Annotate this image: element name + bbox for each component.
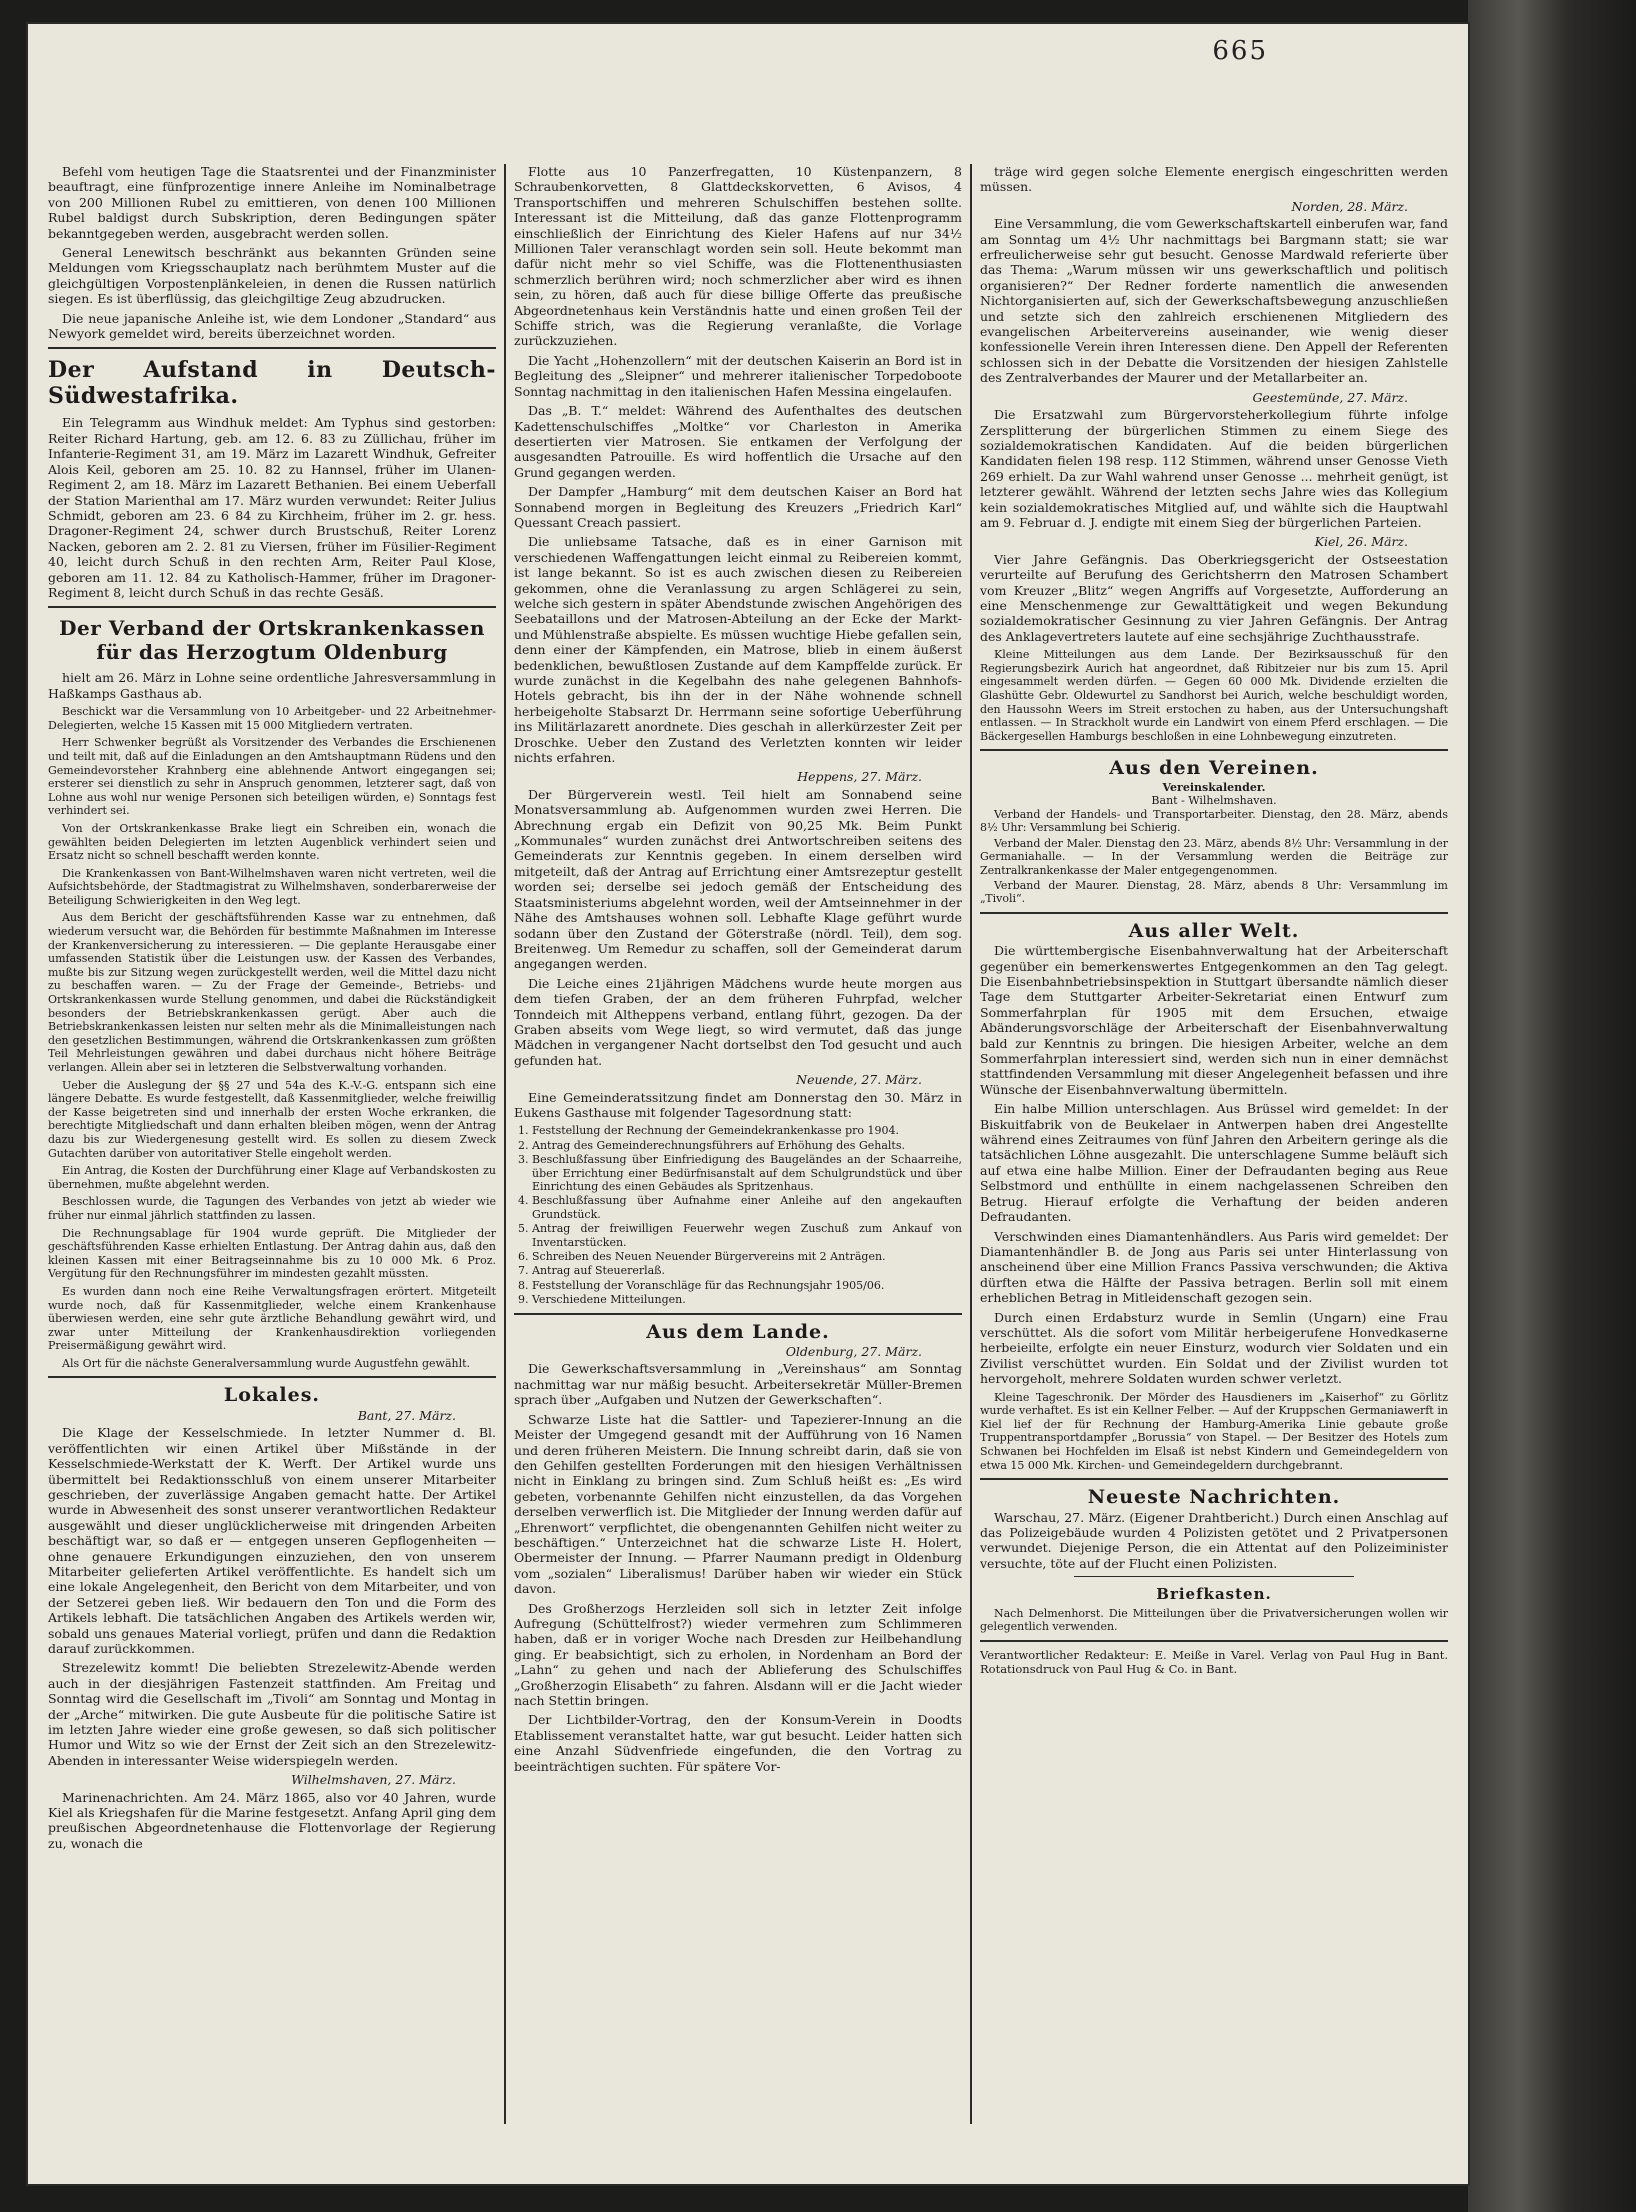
paragraph: Ein halbe Million unterschlagen. Aus Brüssel wird gemeldet: In der Biskuitfabrik von de Beukelaer in Antwerpen haben drei Angestellte während eines Zeitraumes von fünf Jahren den Arbeitern geringe als die tatsächlichen Löhne ausgezahlt. Die unterschlagene Summe beläuft sich auf etwa eine halbe Million. Einer der Defraudanten beging aus Reue Selbstmord und enthüllte in einem nachgelassenen Schreiben den Betrug. Hierauf erfolgte die Verhaftung der beiden anderen Defraudanten. [980, 1101, 1448, 1225]
paragraph: Warschau, 27. März. (Eigener Drahtbericht.) Durch einen Anschlag auf das Polizeigebäude wurden 4 Polizisten getötet und 2 Privatpersonen verwundet. Diejenige Person, die ein Attentat auf den Polizeiminister versuchte, töte auf der Flucht einen Polizisten. [980, 1509, 1448, 1571]
paragraph: Ein Antrag, die Kosten der Durchführung einer Klage auf Verbandskosten zu übernehmen, mußte abgelehnt werden. [48, 1164, 496, 1191]
section-aus-den-vereinen: Aus den Vereinen. [1109, 757, 1319, 780]
section-neueste-nachrichten: Neueste Nachrichten. [1087, 1486, 1341, 1509]
paragraph: Eine Gemeinderatssitzung findet am Donnerstag den 30. März in Eukens Gasthause mit folgender Tagesordnung statt: [514, 1089, 962, 1120]
agenda-list [532, 1124, 962, 1306]
dateline: Bant, 27. März. [357, 1407, 456, 1423]
paragraph: Der Dampfer „Hamburg“ mit dem deutschen Kaiser an Bord hat Sonnabend morgen in Begleitung des Kreuzers „Friedrich Karl“ Quessant Creach passiert. [514, 484, 962, 530]
calendar-entry: Verband der Maler. Dienstag den 23. März, abends 8½ Uhr: Versammlung in der Germaniahalle. — In der Versammlung werden die Beiträge zur Zentralkrankenkasse der Maler entgegengenommen. [980, 836, 1448, 877]
dateline: Oldenburg, 27. März. [785, 1344, 922, 1360]
list-item: 4. Beschlußfassung über Aufnahme einer Anleihe auf den angekauften Grundstück. [532, 1194, 962, 1221]
dateline: Neuende, 27. März. [796, 1072, 922, 1088]
paragraph: Befehl vom heutigen Tage die Staatsrentei und der Finanzminister beauftragt, eine fünfprozentige innere Anleihe im Nominalbetrage von 200 Millionen Rubel zu emittieren, von denen 100 Millionen Rubel baldigst durch Subskription, deren Bedingungen später bekanntgegeben werden, ausgebracht werden sollen. [48, 164, 496, 241]
column-2 [514, 164, 962, 2134]
paragraph: Die unliebsame Tatsache, daß es in einer Garnison mit verschiedenen Waffengattungen leicht einmal zu Reibereien kommt, ist lange bekannt. So ist es auch zwischen diesen zu Reibereien gekommen, ohne die Veranlassung zu argen Schlägerei zu sein, welche sich gestern in später Abendstunde zwischen Angehörigen des Seebataillons und der Matrosen-Abteilung an der Ecke der Markt- und Mühlenstraße abspielte. Es müssen wuchtige Hiebe gefallen sein, denn einer der Kämpfenden, ein Matrose, blieb in einem äußerst bedenklichen, bewußtlosen Zustande auf dem Kampffelde zurück. Er wurde zunächst in die Kegelbahn des nahe gelegenen Bahnhofs-Hotels gebracht, bis ihn der in der Nähe wohnende schnell herbeigeholte Stabsarzt Dr. Herrmann seine sofortige Ueberführung ins Militärlazarett anordnete. Dies geschah in allerkürzester Zeit per Droschke. Ueber den Zustand des Verletzten konnten wir leider nichts erfahren. [514, 534, 962, 766]
paragraph: Der Bürgerverein westl. Teil hielt am Sonnabend seine Monatsversammlung ab. Aufgenommen wurden zwei Herren. Die Abrechnung ergab ein Defizit von 90,25 Mk. Beim Punkt „Kommunales“ wurden zunächst drei Antwortschreiben seitens des Gemeinderats zur Kenntnis gegeben. In einem derselben wird mitgeteilt, daß der Antrag auf Errichtung einer Amtsrezeptur gestellt worden sei; derselbe sei jedoch gemäß der Entscheidung des Staatsministeriums abgelehnt worden, weil der Amtseinnehmer in der Nähe des Amtshauses wohnen soll. Lebhafte Klage geführt wurde sodann über den Zustand der Göterstraße (nördl. Teil), dem sog. Breitenweg. Um Remedur zu schaffen, soll der Gemeinderat darum angegangen werden. [514, 786, 962, 972]
paragraph: Die württembergische Eisenbahnverwaltung hat der Arbeiterschaft gegenüber ein bemerkenswertes Entgegenkommen an den Tag gelegt. Die Eisenbahnbetriebsinspektion in Stuttgart übersandte nämlich dieser Tage dem Stuttgarter Arbeiter-Sekretariat einen Entwurf zum Sommerfahrplan für 1905 mit dem Ersuchen, etwaige Abänderungsvorschläge der Arbeiterschaft der Eisenbahnverwaltung bald zur Kenntnis zu bringen. Die hiesigen Arbeiter, welche an dem Sommerfahrplan interessiert sind, werden sich nun in einer demnächst stattfindenden Versammlung mit dieser Angelegenheit befassen und ihre Wünsche der Eisenbahnverwaltung übermitteln. [980, 943, 1448, 1097]
column-3 [980, 164, 1448, 2134]
paragraph: Kleine Mitteilungen aus dem Lande. Der Bezirksausschuß für den Regierungsbezirk Aurich hat angeordnet, daß Ribitzeier nur bis zum 15. April eingesammelt werden dürfen. — Gegen 60 000 Mk. Dividende erzielten die Glashütte Gebr. Oldewurtel zu Sandhorst bei Aurich, welche beschuldigt worden, den Haussohn Weers im Streit erstochen zu haben, aus der Untersuchungshaft entlassen. — In Strackholt wurde ein Landwirt von einem Pferd erschlagen. — Die Bäckergesellen Hamburgs beschloßen in eine Lohnbewegung einzutreten. [980, 648, 1448, 743]
list-item: 9. Verschiedene Mitteilungen. [532, 1293, 962, 1306]
column-divider [970, 164, 972, 2124]
paragraph: Herr Schwenker begrüßt als Vorsitzender des Verbandes die Erschienenen und teilt mit, daß auf die Einladungen an den Amtshauptmann Rüdens und den Gemeindevorsteher Krahnberg eine ablehnende Antwort eingegangen sei; ersterer sei dienstlich zu sehr in Anspruch genommen, letzterer sagt, daß von Lohne aus wohl nur wenige Personen sich beteiligen würden, e) Sonntags fest verhindert sei. [48, 736, 496, 818]
paragraph: Ein Telegramm aus Windhuk meldet: Am Typhus sind gestorben: Reiter Richard Hartung, geb. am 12. 6. 83 zu Züllichau, früher im Infanterie-Regiment 31, am 19. März im Lazarett Windhuk, Gefreiter Alois Keil, geboren am 25. 10. 82 zu Hannsel, früher im Ulanen-Regiment 2, am 18. März im Lazarett Bethanien. Bei einem Ueberfall der Station Marienthal am 17. März wurden verwundet: Reiter Julius Schmidt, geboren am 23. 6 84 zu Kirchheim, früher im 2. gr. hess. Dragoner-Regiment 24, schwer durch Brustschuß, Reiter Lorenz Nacken, geboren am 2. 2. 81 zu Viersen, früher im Füsilier-Regiment 40, leicht durch Schuß in den rechten Arm, Reiter Paul Klose, geboren am 11. 12. 84 zu Katholisch-Hammer, früher im Dragoner-Regiment 8, leicht durch Schuß in das rechte Gesäß. [48, 415, 496, 600]
divider [48, 1376, 496, 1378]
section-aus-aller-welt: Aus aller Welt. [1128, 919, 1300, 942]
divider [48, 347, 496, 349]
paragraph: Als Ort für die nächste Generalversammlung wurde Augustfehn gewählt. [62, 1356, 471, 1370]
page-number: 665 [1212, 36, 1268, 66]
paragraph: hielt am 26. März in Lohne seine ordentliche Jahresversammlung in Haßkamps Gasthaus ab. [48, 670, 496, 701]
paragraph: General Lenewitsch beschränkt aus bekannten Gründen seine Meldungen vom Kriegsschauplatz nach berühmtem Muster auf die gleichgültigen Vorpostenplänkeleien, in denen die Russen natürlich siegen. Es ist überflüssig, das gleichgiltige Zeug abzudrucken. [48, 245, 496, 307]
paragraph: Des Großherzogs Herzleiden soll sich in letzter Zeit infolge Aufregung (Schüttelfrost?) wieder vermehren zum Schlimmeren haben, daß er in voriger Woche nach Dresden zur Heilbehandlung ging. Er beabsichtigt, sich zu erholen, in Nordenham an Bord der „Lahn“ zu gehen und nach der Ablieferung des Schulschiffes „Großherzogin Elisabeth“ zu fahren. Alsdann will er die Jacht wieder nach Stettin bringen. [514, 1600, 962, 1708]
divider [980, 749, 1448, 751]
paragraph: Die Krankenkassen von Bant-Wilhelmshaven waren nicht vertreten, weil die Aufsichtsbehörde, der Stadtmagistrat zu Wilhelmshaven, sonderbarerweise der Beteiligung Schwierigkeiten in den Weg legt. [48, 866, 496, 907]
paragraph: Nach Delmenhorst. Die Mitteilungen über die Privatversicherungen wollen wir gelegentlich verwenden. [980, 1606, 1448, 1634]
section-lokales: Lokales. [223, 1384, 321, 1407]
divider [980, 1640, 1448, 1642]
paragraph: Eine Versammlung, die vom Gewerkschaftskartell einberufen war, fand am Sonntag um 4½ Uhr nachmittags bei Bargmann statt; sie war erfreulicherweise sehr gut besucht. Genosse Mardwald referierte über das Thema: „Warum müssen wir uns gewerkschaftlich und politisch organisieren?“ Der Redner forderte namentlich die anwesenden Nichtorganisierten auf, sich der Gewerkschaftsbewegung anzuschließen und setzte sich den zahlreich erschienenen Mitgliedern des evangelischen Arbeitervereins auseinander, wie wenig dieser konfessionelle Verein ihren Interessen diene. Den Appell der Referenten schlossen sich in der Debatte die Vorsitzenden der hiesigen Zahlstelle des Zentralverbandes der Maurer und der Metallarbeiter an. [980, 216, 1448, 386]
paragraph: Die Gewerkschaftsversammlung in „Vereinshaus“ am Sonntag nachmittag war nur mäßig besucht. Arbeitersekretär Müller-Bremen sprach über „Aufgaben und Nutzen der Gewerkschaften“. [514, 1361, 962, 1408]
paragraph: Durch einen Erdabsturz wurde in Semlin (Ungarn) eine Frau verschüttet. Als die sofort vom Militär herbeigerufene Honvedkaserne herbeieilte, erfolgte ein neuer Einsturz, wodurch vier Soldaten und ein Zivilist verschüttet wurden. Ein Soldat und der Zivilist wurden tot hervorgeholt, mehrere Soldaten wurden schwer verletzt. [980, 1309, 1448, 1387]
headline-verband: Der Verband der Ortskrankenkassen für das Herzogtum Oldenburg [59, 616, 485, 665]
paragraph: Schwarze Liste hat die Sattler- und Tapezierer-Innung an die Meister der Umgegend gesandt mit der Aufführung von 16 Namen und deren früheren Meistern. Die Innung schreibt darin, daß sie von den Gehilfen gestellten Forderungen mit den hiesigen Verhältnissen nicht in Einklang zu bringen sind. Zum Schluß heißt es: „Es wird gebeten, vorbenannte Gehilfen nicht einzustellen, da das Vorgehen derselben verwerflich ist. Die Mitglieder der Innung werden dafür auf „Ehrenwort“ verpflichtet, die obengenannten Gehilfen nicht weiter zu beschäftigen.“ Unterzeichnet hat die schwarze Liste H. Holert, Obermeister der Innung. — Pfarrer Naumann predigt in Oldenburg vom „sozialen“ Liberalismus! Darüber haben wir wieder ein Stück davon. [514, 1411, 962, 1597]
newspaper-page [28, 24, 1468, 2184]
list-item: 7. Antrag auf Steuererlaß. [532, 1264, 962, 1277]
paragraph: Beschlossen wurde, die Tagungen des Verbandes von jetzt ab wieder wie früher nur einmal jährlich stattfinden zu lassen. [48, 1195, 496, 1222]
paragraph: Die Rechnungsablage für 1904 wurde geprüft. Die Mitglieder der geschäftsführenden Kasse erhielten Entlastung. Der Antrag dahin aus, daß den kleinen Kassen mit einer Beitragseinnahme bis zu 10 000 Mk. 6 Proz. Vergütung für den Rechnungsführer im mindesten gezahlt müssten. [48, 1226, 496, 1281]
divider [514, 1313, 962, 1315]
section-aus-dem-lande: Aus dem Lande. [646, 1320, 830, 1343]
subheading: Bant - Wilhelmshaven. [1151, 794, 1277, 808]
paragraph: Beschickt war die Versammlung von 10 Arbeitgeber- und 22 Arbeitnehmer-Delegierten, welche 15 Kassen mit 15 000 Mitgliedern vertraten. [48, 705, 496, 732]
divider [980, 1478, 1448, 1480]
paragraph: Verschwinden eines Diamantenhändlers. Aus Paris wird gemeldet: Der Diamantenhändler B. de Jong aus Paris sei unter Hinterlassung von anscheinend über eine Million Francs Passiva verschwunden; die Aktiva dürften etwa die Hälfte der Passiva betragen. Berlin soll mit einem erheblichen Betrag in Mitleidenschaft gezogen sein. [980, 1228, 1448, 1306]
column-1 [48, 164, 496, 2134]
subheading: Vereinskalender. [1162, 780, 1266, 794]
calendar-entry: Verband der Handels- und Transportarbeiter. Dienstag, den 28. März, abends 8½ Uhr: Versammlung bei Schierig. [980, 807, 1448, 835]
calendar-entry: Verband der Maurer. Dienstag, 28. März, abends 8 Uhr: Versammlung im „Tivoli“. [980, 878, 1448, 906]
paragraph: Es wurden dann noch eine Reihe Verwaltungsfragen erörtert. Mitgeteilt wurde noch, daß für Kassenmitglieder, welche einem Krankenhause überwiesen werden, eine sehr gute ärztliche Behandlung gewährt wird, und zwar unter Mitteilung der Krankenhausdirektion vorliegenden Preisermäßigung gewährt wird. [48, 1284, 496, 1353]
list-item: 8. Feststellung der Voranschläge für das Rechnungsjahr 1905/06. [532, 1279, 962, 1292]
list-item: 6. Schreiben des Neuen Neuender Bürgervereins mit 2 Anträgen. [532, 1250, 962, 1263]
dateline: Norden, 28. März. [1291, 198, 1408, 214]
paragraph: Die Yacht „Hohenzollern“ mit der deutschen Kaiserin an Bord ist in Begleitung des „Sleipner“ und mehrerer italienischer Torpedoboote Sonntag nachmittag in den italienischen Hafen Messina eingelaufen. [514, 352, 962, 399]
paragraph: Vier Jahre Gefängnis. Das Oberkriegsgericht der Ostseestation verurteilte auf Berufung des Gerichtsherrn den Matrosen Schambert vom Kreuzer „Blitz“ wegen Angriffs auf Vorgesetzte, Aufforderung an eine Menschenmenge zur Gewalttätigkeit und wegen Bekundung sozialdemokratischer Gesinnung zu vier Jahren Gefängnis. Der Antrag des Anklagevertreters lautete auf eine sechsjährige Zuchthausstrafe. [980, 551, 1448, 644]
paragraph: Die Klage der Kesselschmiede. In letzter Nummer d. Bl. veröffentlichten wir einen Artikel über Mißstände in der Kesselschmiede-Werkstatt der K. Werft. Der Artikel wurde uns übermittelt bei Redaktionsschluß von einem unserer Mitarbeiter geschrieben, der zuverlässige Angaben gemacht hatte. Der Artikel wurde in Abwesenheit des sonst unserer verantwortlichen Redakteur ausgewählt und dieser unglücklicherweise mit dringenden Arbeiten beschäftigt war, so daß er — entgegen unseren Gepflogenheiten — ohne genauere Erkundigungen einzuziehen, den von unserem Mitarbeiter gelieferten Artikel veröffentlichte. Es handelt sich um eine lokale Angelegenheit, den Bericht von dem Mitarbeiter, und von der Setzerei geben ließ. Wir bedauern den Ton und die Form des Artikels lebhaft. Die tatsächlichen Angaben des Artikels werden wir, sobald uns genaues Material vorliegt, prüfen und dann die Redaktion darauf zurückkommen. [48, 1425, 496, 1656]
paragraph: Die neue japanische Anleihe ist, wie dem Londoner „Standard“ aus Newyork gemeldet wird, bereits überzeichnet worden. [48, 310, 496, 342]
dateline: Geestemünde, 27. März. [1252, 389, 1408, 405]
paragraph: Kleine Tageschronik. Der Mörder des Hausdieners im „Kaiserhof“ zu Görlitz wurde verhaftet. Es ist ein Kellner Felber. — Auf der Kruppschen Germaniawerft in Kiel lief der für Rechnung der Hamburg-Amerika Linie gebaute große Truppentransportdampfer „Borussia“ von Stapel. — Der Besitzer des Hotels zum Schwanen bei Hochfelden im Elsaß ist nebst Kindern und Gemeindegeldern von etwa 15 000 Mk. Kirchen- und Gemeindegeldern durchgebrannt. [980, 1390, 1448, 1472]
paragraph: Das „B. T.“ meldet: Während des Aufenthaltes des deutschen Kadettenschulschiffes „Moltke“ vor Charleston in Amerika desertierten vier Matrosen. Sie entkamen der Verfolgung der ausgesandten Patrouille. Es wird hoffentlich die Ursache auf den Grund gegangen werden. [514, 403, 962, 480]
list-item: 1. Feststellung der Rechnung der Gemeindekrankenkasse pro 1904. [532, 1124, 962, 1137]
paragraph: Strezelewitz kommt! Die beliebten Strezelewitz-Abende werden auch in der diesjährigen Fastenzeit stattfinden. Am Freitag und Sonntag wird die Gesellschaft im „Tivoli“ am Sonntag und Montag in der „Arche“ mitwirken. Die gute Ausbeute für die politische Satire ist im letzten Jahre wieder eine große gewesen, so daß sich politischer Humor und Witz so wie der Ernst der Zeit sich an den Strezelewitz-Abenden in interessanter Weise widerspiegeln werden. [48, 1660, 496, 1768]
paragraph: Marinenachrichten. Am 24. März 1865, also vor 40 Jahren, wurde Kiel als Kriegshafen für die Marine festgesetzt. Anfang April ging dem preußischen Abgeordnetenhause die Flottenvorlage der Regierung zu, wonach die [48, 1789, 496, 1851]
scanner-edge [1468, 0, 1636, 2212]
paragraph: Von der Ortskrankenkasse Brake liegt ein Schreiben ein, wonach die gewählten beiden Delegierten im letzten Augenblick verhindert seien und Ersatz nicht so schnell beschafft werden konnte. [48, 821, 496, 863]
headline-aufstand: Der Aufstand in Deutsch-Südwestafrika. [48, 357, 496, 410]
paragraph: träge wird gegen solche Elemente energisch eingeschritten werden müssen. [980, 164, 1448, 195]
list-item: 2. Antrag des Gemeinderechnungsführers auf Erhöhung des Gehalts. [532, 1139, 962, 1152]
paragraph: Die Ersatzwahl zum Bürgervorsteherkollegium führte infolge Zersplitterung der bürgerlichen Stimmen zu einem Siege des sozialdemokratischen Kandidaten. Auf die beiden bürgerlichen Kandidaten fielen 198 resp. 112 Stimmen, während unser Genosse Vieth 269 erhielt. Da zur Wahl wahrend unser Genosse ... mehrheit genügt, ist letzterer gewählt. Während der letzten sechs Jahre wies das Kollegium kein sozialdemokratisches Mitglied auf, und wählte sich die Hauptwahl am 9. Februar d. J. endigte mit einem Sieg der bürgerlichen Parteien. [980, 407, 1448, 530]
list-item: 5. Antrag der freiwilligen Feuerwehr wegen Zuschuß zum Ankauf von Inventarstücken. [532, 1222, 962, 1249]
paragraph: Die Leiche eines 21jährigen Mädchens wurde heute morgen aus dem tiefen Graben, der an dem früheren Fuhrpfad, welcher Tonndeich mit Altheppens verband, entlang führt, gezogen. Da der Graben abseits vom Wege liegt, so wird vermutet, daß das junge Mädchen in vergangener Nacht dortselbst den Tod gesucht und auch gefunden hat. [514, 975, 962, 1068]
divider [48, 606, 496, 608]
dateline: Kiel, 26. März. [1314, 534, 1408, 550]
divider [1074, 1576, 1355, 1577]
dateline: Wilhelmshaven, 27. März. [291, 1772, 456, 1788]
paragraph: Aus dem Bericht der geschäftsführenden Kasse war zu entnehmen, daß wiederum versucht war, die Behörden für bestimmte Maßnahmen im Interesse der Krankenversicherung zu interessieren. — Die geplante Herausgabe einer umfassenden Statistik über die Leistungen usw. der Kassen des Verbandes, mußte bis zur Sitzung wegen zurückgestellt werden, weil die Mittel dazu nicht zu beschaffen waren. — Zu der Frage der Gemeinde-, Betriebs- und Ortskrankenkassen wurde Stellung genommen, und dabei die Rückständigkeit besonders der Betriebskrankenkassen gerügt. Aber auch die Betriebskrankenkassen leisten nur selten mehr als die Minimalleistungen nach den gesetzlichen Bestimmungen, während die Ortskrankenkassen zum größten Teil Mehrleistungen gewähren und dabei durchaus nicht höhere Beiträge verlangen. Allein aber sei in letzteren die Selbstverwaltung vorhanden. [48, 911, 496, 1074]
column-divider [504, 164, 506, 2124]
dateline: Heppens, 27. März. [797, 769, 922, 785]
divider [980, 912, 1448, 914]
paragraph: Ueber die Auslegung der §§ 27 und 54a des K.-V.-G. entspann sich eine längere Debatte. Es wurde festgestellt, daß Kassenmitglieder, welche freiwillig der Kasse beigetreten sind und innerhalb der ersten Woche erkranken, die berechtigte Mitgliedschaft und dann erhalten bleiben mögen, wenn der Antrag dazu bis zur Wiedergenesung gestellt wird. Es sollen zu diesem Zweck Gutachten darüber von autoritativer Stelle eingeholt werden. [48, 1078, 496, 1160]
list-item: 3. Beschlußfassung über Einfriedigung des Baugeländes an der Schaarreihe, über Errichtung einer Bedürfnisanstalt auf dem Schulgrundstück und über Einrichtung des einen Gebäudes als Spritzenhaus. [532, 1153, 962, 1193]
imprint: Verantwortlicher Redakteur: E. Meiße in Varel. Verlag von Paul Hug in Bant. Rotationsdruck von Paul Hug & Co. in Bant. [980, 1647, 1448, 1676]
paragraph: Flotte aus 10 Panzerfregatten, 10 Küstenpanzern, 8 Schraubenkorvetten, 8 Glattdeckskorvetten, 6 Avisos, 4 Transportschiffen und mehreren Schulschiffen bestehen sollte. Interessant ist die Mitteilung, daß das ganze Flottenprogramm einschließlich der Einrichtung des Kieler Hafens auf nur 34½ Millionen Taler veranschlagt worden sein soll. Heute bekommt man dafür nicht mehr so viel Schiffe, was die Flottenenthusiasten schmerzlich berühren wird; noch schmerzlicher aber wird es ihnen sein, zu hören, daß auch für diese billige Offerte das preußische Abgeordnetenhaus kein Verständnis hatte und einen großen Teil der Schiffe strich, was die Regierung veranlaßte, die Vorlage zurückzuziehen. [514, 164, 962, 349]
section-briefkasten: Briefkasten. [1156, 1585, 1272, 1604]
paragraph: Der Lichtbilder-Vortrag, den der Konsum-Verein in Doodts Etablissement veranstaltet hatte, war gut besucht. Leider hatten sich eine Anzahl Südvenfriede eingefunden, die den Vortrag zu beeinträchtigen suchten. Für spätere Vor- [514, 1712, 962, 1774]
